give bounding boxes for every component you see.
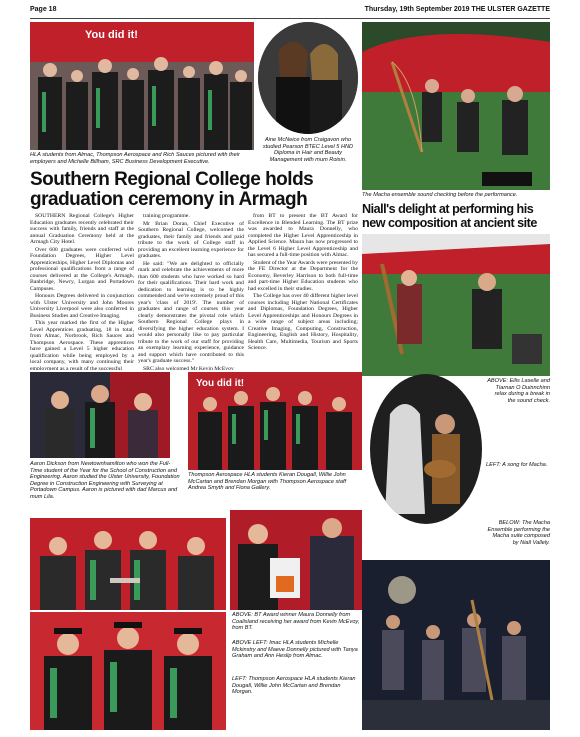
article-paragraph: This year marked the first of the Higher Level Apprentices graduating, 18 in total, from Almac, Norbrook, Rich Sauces and Thompson Aerospace. These apprentices have gained a Level 5 higher education qualification while being employed by a local company, with many continuing their employment as a result of the successful [30, 320, 134, 370]
article-paragraph: SOUTHERN Regional College's Higher Education graduates recently celebrated their success with family, friends and staff at the annual Graduation Ceremony held at the Armagh City Hotel. [30, 213, 134, 245]
headline-niall [362, 203, 554, 230]
caption-bt-award: ABOVE: BT Award winner Maura Donnelly from Coalisland receiving her award from Kevin McEvoy, from BT. [232, 612, 360, 632]
article-column-3 [248, 213, 358, 370]
article-paragraph: Mr Brian Doran, Chief Executive of Southern Regional College, welcomed the graduates, their family and friends and paid tribute to the work of College staff in providing an excellent learning experience for graduates. [138, 220, 244, 259]
caption-thompson-bottom: LEFT: Thompson Aerospace HLA students Kieran Dougall, Willie John McCartan and Brendan Morgan. [232, 676, 356, 696]
page-number: Page 18 [30, 6, 57, 13]
article-paragraph: Over 600 graduates were conferred with Foundation Degrees, Higher Level Apprenticeships, Higher Level Diplomas and professional qualifications from a range of courses delivered at the College's Armagh, Banbridge, Newry, Lurgan and Portadown Campuses. [30, 246, 134, 292]
photo-aaron-dickson [30, 372, 170, 458]
photo-graduates-group [30, 22, 254, 150]
article-paragraph: Honours Degrees delivered in conjunction with Ulster University and John Moores University Liverpool were also conferred in Business Studies and Creative Imaging. [30, 293, 134, 319]
caption-eilis: ABOVE: Eilis Laselle and Tiarnan O Duinnchinn relax during a break in the sound check. [487, 378, 550, 404]
article-column-1 [30, 213, 134, 370]
caption-macha-soundcheck: The Macha ensemble sound checking before the performance. [362, 192, 518, 198]
headline-main [30, 170, 358, 210]
photo-macha-night-performance [362, 560, 550, 730]
caption-graduates: HLA students from Almac, Thompson Aerospace and Rich Sauces pictured with their employers and Michelle Billham, SRC Business Development Executive. [30, 152, 240, 165]
article-paragraph: The College has over 40 different higher level courses including Higher National Certificates and Diplomas, Foundation Degrees, Higher Level Apprenticeships and Honours Degrees in a wide range of subject areas including; Creative Imaging, Computing, Construction, Engineering, English and History, Hospitality, Health Care, Multimedia, Tourism and Sports Science. [248, 293, 358, 351]
photo-thompson-aerospace-staff [188, 372, 362, 470]
photo-macha-musicians [362, 234, 550, 376]
headline-niall-line2: new composition at ancient site [362, 215, 537, 230]
article-column-2 [138, 213, 244, 370]
article-paragraph: Student of the Year Awards were presented by the FE Director at the Department for the Economy, Beverley Harrison to both full-time and part-time Higher Education students who had excelled in their studies. [248, 259, 358, 292]
photo-song-for-macha [370, 374, 482, 524]
photo-aine-mcneice [258, 22, 358, 134]
article-paragraph: SRC also welcomed Mr Kevin McEvoy [143, 365, 234, 370]
caption-macha-performance: BELOW: The Macha Ensemble performing the Macha suite composed by Niall Vallely. [487, 520, 550, 546]
photo-bt-award [230, 510, 362, 610]
header-rule [30, 18, 550, 19]
article-paragraph: training programme. [143, 213, 190, 219]
caption-almac: ABOVE LEFT: Imac HLA students Michelle Mckinstry and Maeve Donnelly pictured with Tanya Graham and Ann Heslip from Almac. [232, 640, 358, 660]
headline-main-line1: Southern Regional College holds [30, 169, 314, 190]
photo-almac-students [30, 518, 226, 610]
caption-aine: Aine McNeice from Craigavon who studied Pearson BTEC Level 5 HND Diploma in Hair and Beauty Management with mum Roisin. [262, 137, 354, 163]
article-paragraph: from BT to present the BT Award for Excellence in Blended Learning. The BT prize was awarded to Maura Donnelly, who completed the Higher Level Apprenticeship in Applied Science. Maura has now progressed to the Level 6 Higher Level Apprenticeship and has secured a full-time position with Almac. [248, 213, 358, 258]
caption-thompson-top: Thompson Aerospace HLA students Kieran Dougall, Willie John McCartan and Brendan Morgan with Thompson Aerospace staff Andrea Smyth and Fiona Gallery. [188, 472, 347, 492]
publication-date: Thursday, 19th September 2019 THE ULSTER GAZETTE [364, 6, 550, 13]
headline-main-line2: graduation ceremony in Armagh [30, 189, 308, 210]
caption-aaron: Aaron Dickson from Newtownhamilton who won the Full-Time student of the Year for the School of Construction and Engineering. Aaron studied the Ulster University, Foundation Degree in Construction Engineering with Surveying at Portadown Campus. Aaron is pictured with dad Marcus and mum Lila. [30, 461, 180, 500]
article-paragraph: He said: "We are delighted to officially mark and celebrate the achievements of more than 600 students who have worked so hard for their qualifications. Their hard work and dedication to learning is to be highly commended and we're extremely proud of this year's 'class of 2019'. The number of graduates and range of courses this year clearly demonstrates the pivotal role which Southern Regional College plays in diversifying the higher education system. I would also personally like to pay particular tribute to the work of our staff for providing an exemplary learning experience, guidance and support which have contributed to this year's graduate success." [138, 260, 244, 364]
caption-song-for-macha: LEFT: A song for Macha. [486, 462, 548, 468]
banner-you-did-it: You did it! [85, 29, 138, 41]
photo-thompson-students [30, 612, 226, 730]
photo-macha-soundcheck [362, 22, 550, 190]
headline-niall-line1: Niall's delight at performing his [362, 202, 534, 216]
svg-text:You did it!: You did it! [196, 378, 245, 389]
